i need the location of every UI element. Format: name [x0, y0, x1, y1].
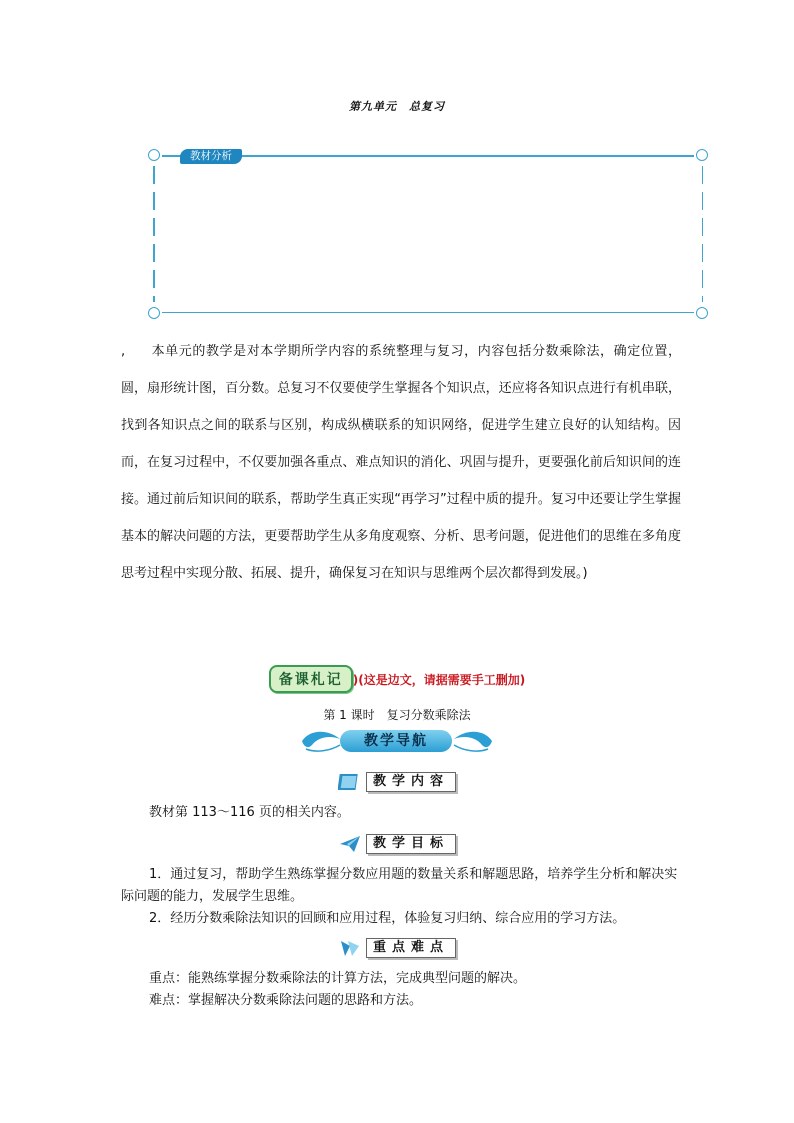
frame-border-bottom [162, 312, 694, 314]
page-header: 第九单元 总复习 [349, 100, 445, 113]
section-heading-content [0, 771, 794, 795]
frame-corner-ornament [148, 149, 160, 161]
notes-badge: 备课札记 [269, 665, 353, 693]
lead-mark: , [121, 344, 126, 359]
content-text-block [121, 802, 681, 824]
flag-icon [338, 938, 362, 958]
frame-border-right [702, 166, 704, 302]
section-heading-goals [0, 833, 794, 857]
frame-corner-ornament [148, 307, 160, 319]
notes-row [0, 665, 794, 693]
difficulty-text: 难点：掌握解决分数乘除法问题的思路和方法。 [149, 993, 423, 1008]
frame-corner-ornament [696, 149, 708, 161]
lesson-title: 第 1 课时 复习分数乘除法 [323, 708, 471, 722]
analysis-tag: 教材分析 [180, 149, 242, 164]
analysis-body [121, 333, 681, 592]
book-icon [338, 772, 362, 792]
goal-item: 1．通过复习，帮助学生熟练掌握分数应用题的数量关系和解题思路，培养学生分析和解决实际问题的能力，发展学生思维。 [121, 867, 678, 904]
key-point-text: 重点：能熟练掌握分数乘除法的计算方法，完成典型问题的解决。 [149, 971, 527, 986]
section-heading-key-points [0, 937, 794, 961]
nav-banner [300, 727, 494, 755]
key-points-block [121, 968, 681, 1012]
section-title-content: 教学内容 [366, 772, 456, 792]
content-text: 教材第 113～116 页的相关内容。 [149, 805, 350, 820]
analysis-frame [150, 152, 706, 316]
goals-list [121, 864, 681, 930]
goal-item: 2．经历分数乘除法知识的回顾和应用过程，体验复习归纳、综合应用的学习方法。 [149, 911, 626, 926]
section-title-key-points: 重点难点 [366, 938, 456, 958]
notes-hint: )(这是边文，请据需要手工删加) [352, 672, 526, 687]
section-title-goals: 教学目标 [366, 834, 456, 854]
analysis-paragraph: 本单元的教学是对本学期所学内容的系统整理与复习，内容包括分数乘除法，确定位置，圆，扇形统计图，百分数。总复习不仅要使学生掌握各个知识点，还应将各知识点进行有机串联，找到各知识点之间的联系与区别，构成纵横联系的知识网络，促进学生建立良好的认知结构。因而，在复习过程中，不仅要加强各重点、难点知识的消化、巩固与提升，更要强化前后知识间的连接。通过前后知识间的联系，帮助学生真正实现“再学习”过程中质的提升。复习中还要让学生掌握基本的解决问题的方法，更要帮助学生从多角度观察、分析、思考问题，促进他们的思维在多角度思考过程中实现分散、拓展、提升，确保复习在知识与思维两个层次都得到发展。) [121, 344, 681, 581]
frame-corner-ornament [696, 307, 708, 319]
nav-banner-label: 教学导航 [340, 730, 452, 752]
frame-border-left [153, 166, 155, 302]
paper-plane-icon [338, 834, 362, 854]
